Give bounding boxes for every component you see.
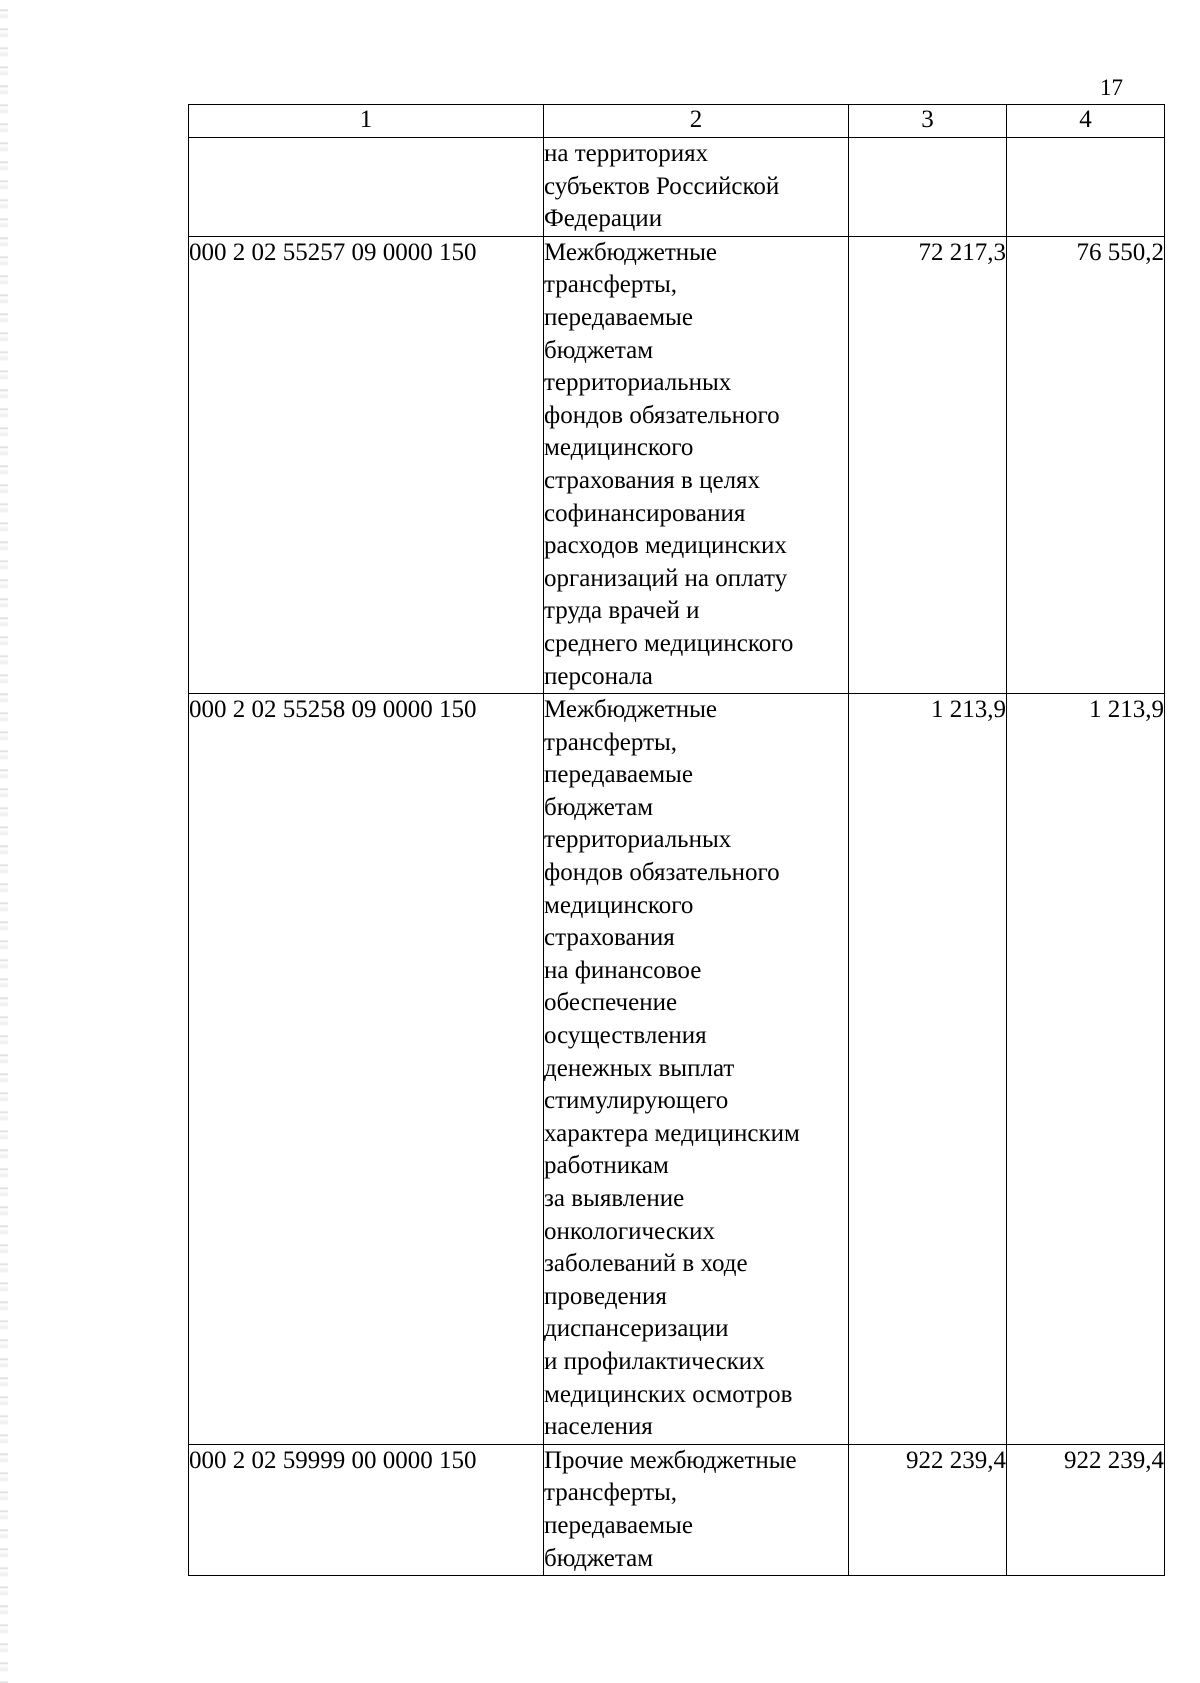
description-line: персонала — [544, 662, 653, 690]
description-line: передаваемые — [544, 1511, 693, 1539]
description-line: обеспечение — [544, 989, 678, 1017]
description-line: бюджетам — [544, 1544, 654, 1572]
row-value-col3: 922 239,4 — [849, 1444, 1007, 1575]
description-line: заболеваний в ходе — [544, 1250, 748, 1278]
description-line: организаций на оплату — [544, 564, 788, 592]
column-header-2: 2 — [544, 105, 849, 138]
description-line: трансферты, — [544, 1479, 678, 1507]
row-value-col3 — [849, 138, 1007, 237]
description-line: медицинского — [544, 434, 694, 462]
row-description-cell — [544, 1444, 849, 1575]
description-line: Межбюджетные — [544, 696, 718, 724]
description-line: бюджетам — [544, 336, 654, 364]
description-line: Межбюджетные — [544, 238, 718, 266]
row-description-cell — [544, 138, 849, 237]
row-code-cell: 000 2 02 55258 09 0000 150 — [189, 694, 544, 1445]
description-line: медицинских осмотров — [544, 1380, 793, 1408]
row-value-col4: 76 550,2 — [1007, 236, 1165, 693]
column-header-3: 3 — [849, 105, 1007, 138]
row-description-cell — [544, 694, 849, 1445]
description-line: проведения — [544, 1282, 667, 1310]
description-line: денежных выплат — [544, 1054, 735, 1082]
table-header-row — [189, 105, 1165, 138]
description-line: передаваемые — [544, 761, 693, 789]
row-value-col4: 1 213,9 — [1007, 694, 1165, 1445]
description-line: фондов обязательного — [544, 401, 780, 429]
table-row — [189, 694, 1165, 1445]
description-line: за выявление — [544, 1185, 685, 1212]
row-description-cell — [544, 236, 849, 693]
description-line: страхования в целях — [544, 466, 761, 494]
description-line: бюджетам — [544, 793, 654, 821]
description-line: на территориях — [544, 140, 709, 167]
column-header-1: 1 — [189, 105, 544, 138]
page-number: 17 — [1100, 75, 1123, 100]
description-line: онкологических — [544, 1217, 715, 1245]
description-line: работникам — [544, 1152, 669, 1180]
description-line: Прочие межбюджетные — [544, 1446, 797, 1474]
description-line: субъектов Российской — [544, 172, 780, 200]
scan-edge — [0, 0, 8, 1683]
row-code-cell: 000 2 02 55257 09 0000 150 — [189, 236, 544, 693]
table-row — [189, 1444, 1165, 1575]
description-line: населения — [544, 1413, 653, 1441]
description-line: трансферты, — [544, 271, 678, 299]
description-line: территориальных — [544, 826, 732, 854]
table-row — [189, 138, 1165, 237]
description-line: трансферты, — [544, 728, 678, 756]
row-value-col3: 1 213,9 — [849, 694, 1007, 1445]
row-code-cell: 000 2 02 59999 00 0000 150 — [189, 1444, 544, 1575]
description-line: страхования — [544, 924, 675, 952]
column-header-4: 4 — [1007, 105, 1165, 138]
table-body — [189, 138, 1165, 1576]
description-line: на финансовое — [544, 956, 702, 984]
description-line: Федерации — [544, 205, 663, 233]
description-line: расходов медицинских — [544, 532, 787, 560]
description-line: территориальных — [544, 369, 732, 397]
description-line: среднего медицинского — [544, 629, 794, 657]
description-line: фондов обязательного — [544, 859, 780, 887]
description-line: стимулирующего — [544, 1087, 729, 1115]
row-code-cell — [189, 138, 544, 237]
description-line: осуществления — [544, 1022, 707, 1050]
description-line: и профилактических — [544, 1347, 765, 1375]
row-value-col4 — [1007, 138, 1165, 237]
description-line: медицинского — [544, 891, 694, 919]
description-line: диспансеризации — [544, 1315, 729, 1343]
table-row — [189, 236, 1165, 693]
description-line: передаваемые — [544, 303, 693, 331]
budget-table — [188, 104, 1165, 1576]
description-line: софинансирования — [544, 499, 746, 527]
description-line: труда врачей и — [544, 597, 700, 625]
row-value-col3: 72 217,3 — [849, 236, 1007, 693]
description-line: характера медицинским — [544, 1119, 800, 1147]
row-value-col4: 922 239,4 — [1007, 1444, 1165, 1575]
